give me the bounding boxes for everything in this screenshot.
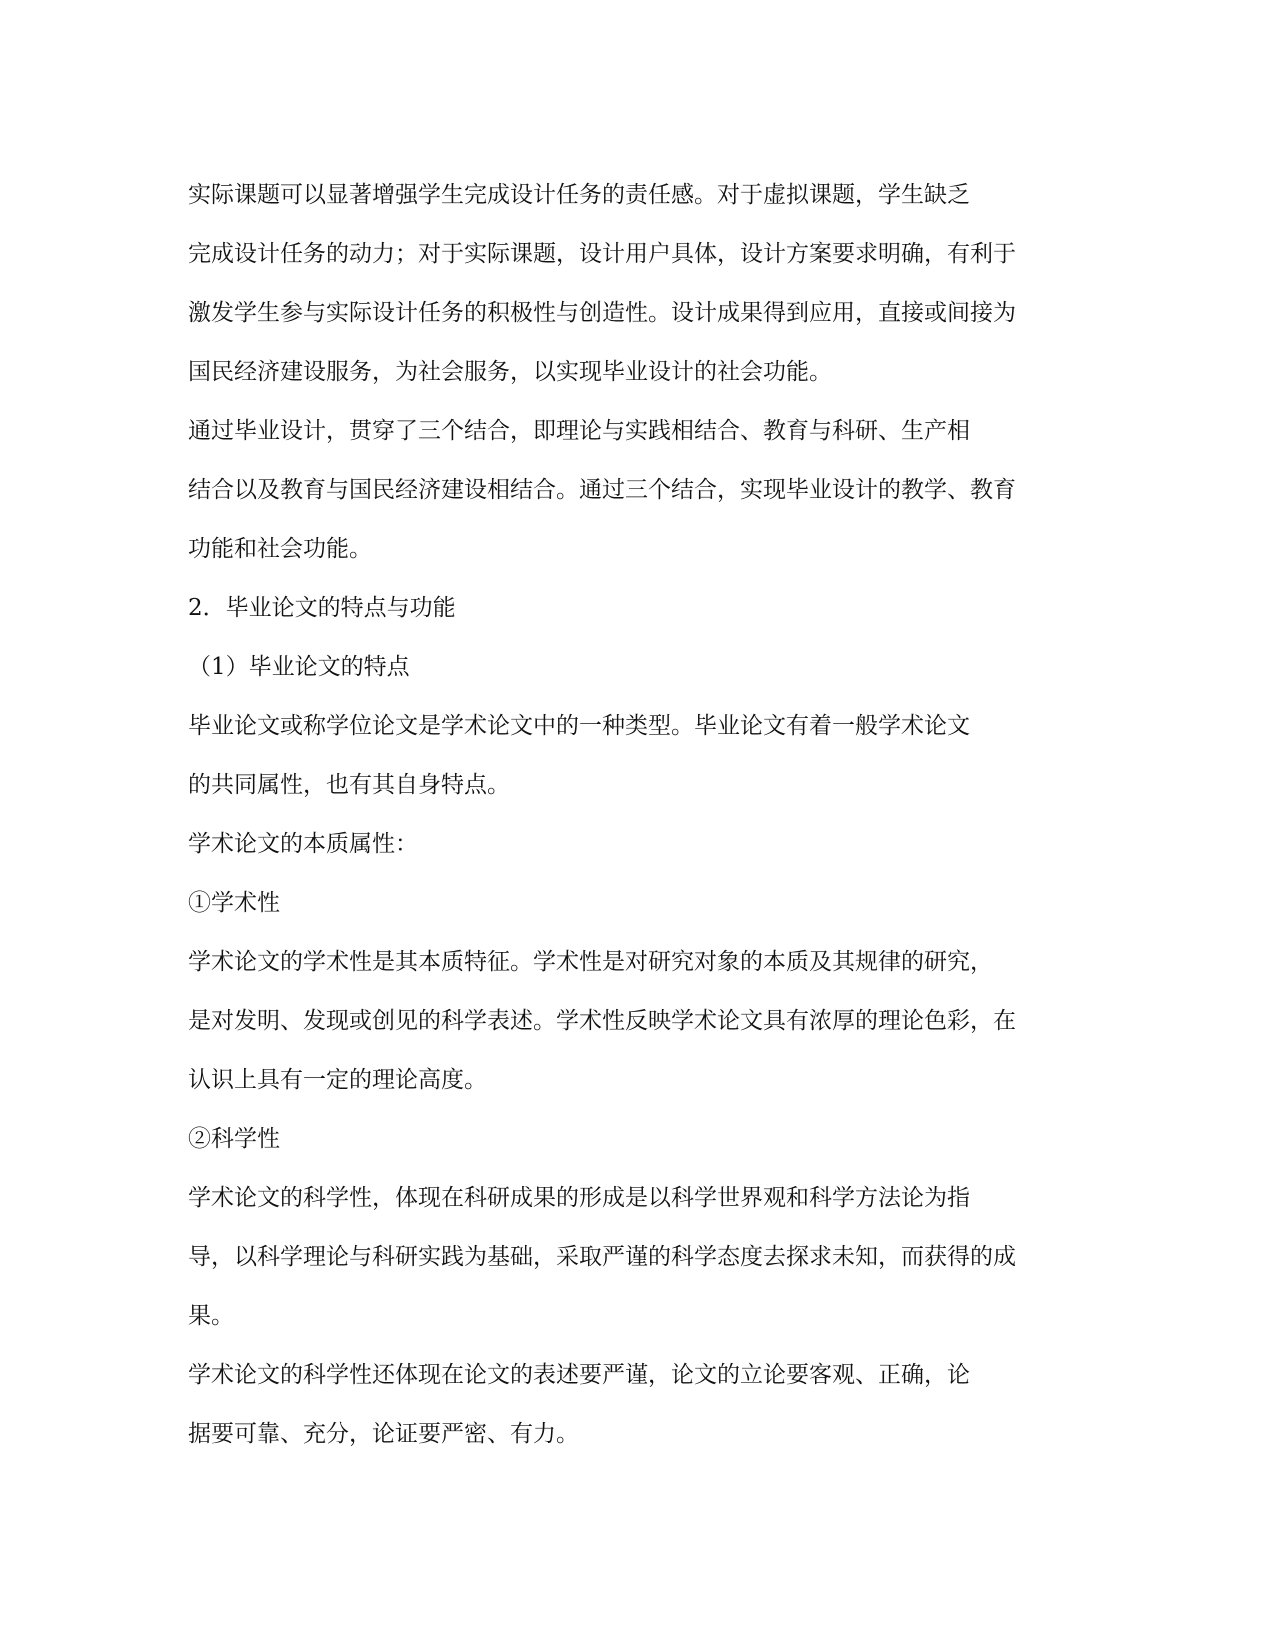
text-line: 学术论文的本质属性： <box>188 831 418 857</box>
text-line: 完成设计任务的动力；对于实际课题，设计用户具体，设计方案要求明确，有利于 <box>188 241 1016 267</box>
list-item-heading: ①学术性 <box>188 890 280 916</box>
text-line: 激发学生参与实际设计任务的积极性与创造性。设计成果得到应用，直接或间接为 <box>188 300 1016 326</box>
text-line: 毕业论文或称学位论文是学术论文中的一种类型。毕业论文有着一般学术论文 <box>188 713 970 739</box>
text-line: 实际课题可以显著增强学生完成设计任务的责任感。对于虚拟课题，学生缺乏 <box>188 182 970 208</box>
text-line: 通过毕业设计，贯穿了三个结合，即理论与实践相结合、教育与科研、生产相 <box>188 418 970 444</box>
text-line: 导，以科学理论与科研实践为基础，采取严谨的科学态度去探求未知，而获得的成 <box>188 1244 1016 1270</box>
text-line: 学术论文的科学性，体现在科研成果的形成是以科学世界观和科学方法论为指 <box>188 1185 970 1211</box>
text-line: 是对发明、发现或创见的科学表述。学术性反映学术论文具有浓厚的理论色彩，在 <box>188 1008 1016 1034</box>
section-heading: 2．毕业论文的特点与功能 <box>188 595 456 621</box>
text-line: 据要可靠、充分，论证要严密、有力。 <box>188 1421 579 1447</box>
text-line: 的共同属性，也有其自身特点。 <box>188 772 510 798</box>
subsection-heading: （1）毕业论文的特点 <box>188 654 410 680</box>
text-line: 国民经济建设服务，为社会服务，以实现毕业设计的社会功能。 <box>188 359 832 385</box>
text-line: 结合以及教育与国民经济建设相结合。通过三个结合，实现毕业设计的教学、教育 <box>188 477 1016 503</box>
text-line: 功能和社会功能。 <box>188 536 372 562</box>
list-item-heading: ②科学性 <box>188 1126 280 1152</box>
text-line: 认识上具有一定的理论高度。 <box>188 1067 487 1093</box>
text-line: 学术论文的学术性是其本质特征。学术性是对研究对象的本质及其规律的研究， <box>188 949 993 975</box>
text-line: 学术论文的科学性还体现在论文的表述要严谨，论文的立论要客观、正确，论 <box>188 1362 970 1388</box>
text-line: 果。 <box>188 1303 234 1329</box>
